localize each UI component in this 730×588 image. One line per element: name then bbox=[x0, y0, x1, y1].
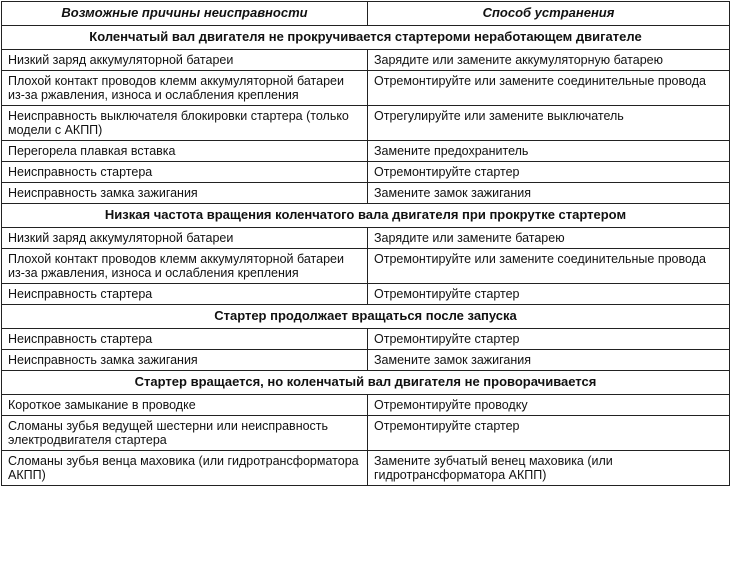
table-row bbox=[2, 183, 730, 204]
remedy-cell: Замените зубчатый венец маховика (или гидротрансформатора АКПП) bbox=[368, 451, 730, 486]
header-causes: Возможные причины неисправности bbox=[2, 2, 368, 26]
cause-cell: Неисправность стартера bbox=[2, 284, 368, 305]
remedy-cell: Отремонтируйте проводку bbox=[368, 395, 730, 416]
cause-cell: Неисправность замка зажигания bbox=[2, 350, 368, 371]
cause-cell: Низкий заряд аккумуляторной батареи bbox=[2, 228, 368, 249]
table-row bbox=[2, 416, 730, 451]
remedy-cell: Зарядите или замените батарею bbox=[368, 228, 730, 249]
cause-cell: Перегорела плавкая вставка bbox=[2, 141, 368, 162]
cause-cell: Низкий заряд аккумуляторной батареи bbox=[2, 50, 368, 71]
table-row bbox=[2, 106, 730, 141]
cause-cell: Неисправность стартера bbox=[2, 162, 368, 183]
remedy-cell: Отремонтируйте или замените соединительные провода bbox=[368, 71, 730, 106]
section-title: Стартер продолжает вращаться после запуска bbox=[2, 305, 730, 329]
cause-cell: Неисправность стартера bbox=[2, 329, 368, 350]
remedy-cell: Зарядите или замените аккумуляторную батарею bbox=[368, 50, 730, 71]
cause-cell: Короткое замыкание в проводке bbox=[2, 395, 368, 416]
table-row bbox=[2, 249, 730, 284]
section-title: Стартер вращается, но коленчатый вал двигателя не проворачивается bbox=[2, 371, 730, 395]
remedy-cell: Замените замок зажигания bbox=[368, 350, 730, 371]
table-row bbox=[2, 350, 730, 371]
cause-cell: Плохой контакт проводов клемм аккумуляторной батареи из-за ржавления, износа и ослабления крепления bbox=[2, 249, 368, 284]
table-row bbox=[2, 395, 730, 416]
section-title: Коленчатый вал двигателя не прокручивается стартероми неработающем двигателе bbox=[2, 26, 730, 50]
cause-cell: Плохой контакт проводов клемм аккумуляторной батареи из-за ржавления, износа и ослабления крепления bbox=[2, 71, 368, 106]
remedy-cell: Замените замок зажигания bbox=[368, 183, 730, 204]
table-row bbox=[2, 228, 730, 249]
section-row bbox=[2, 371, 730, 395]
table-row bbox=[2, 162, 730, 183]
cause-cell: Неисправность выключателя блокировки стартера (только модели с АКПП) bbox=[2, 106, 368, 141]
remedy-cell: Отрегулируйте или замените выключатель bbox=[368, 106, 730, 141]
table-row bbox=[2, 50, 730, 71]
remedy-cell: Отремонтируйте стартер bbox=[368, 329, 730, 350]
table-row bbox=[2, 451, 730, 486]
section-row bbox=[2, 26, 730, 50]
remedy-cell: Отремонтируйте стартер bbox=[368, 162, 730, 183]
cause-cell: Неисправность замка зажигания bbox=[2, 183, 368, 204]
table-row bbox=[2, 71, 730, 106]
header-remedy: Способ устранения bbox=[368, 2, 730, 26]
table-row bbox=[2, 284, 730, 305]
cause-cell: Сломаны зубья ведущей шестерни или неисправность электродвигателя стартера bbox=[2, 416, 368, 451]
table-row bbox=[2, 329, 730, 350]
remedy-cell: Замените предохранитель bbox=[368, 141, 730, 162]
remedy-cell: Отремонтируйте стартер bbox=[368, 284, 730, 305]
section-title: Низкая частота вращения коленчатого вала двигателя при прокрутке стартером bbox=[2, 204, 730, 228]
section-row bbox=[2, 305, 730, 329]
remedy-cell: Отремонтируйте или замените соединительные провода bbox=[368, 249, 730, 284]
table-row bbox=[2, 141, 730, 162]
section-row bbox=[2, 204, 730, 228]
troubleshooting-table bbox=[1, 1, 730, 486]
cause-cell: Сломаны зубья венца маховика (или гидротрансформатора АКПП) bbox=[2, 451, 368, 486]
remedy-cell: Отремонтируйте стартер bbox=[368, 416, 730, 451]
header-row bbox=[2, 2, 730, 26]
